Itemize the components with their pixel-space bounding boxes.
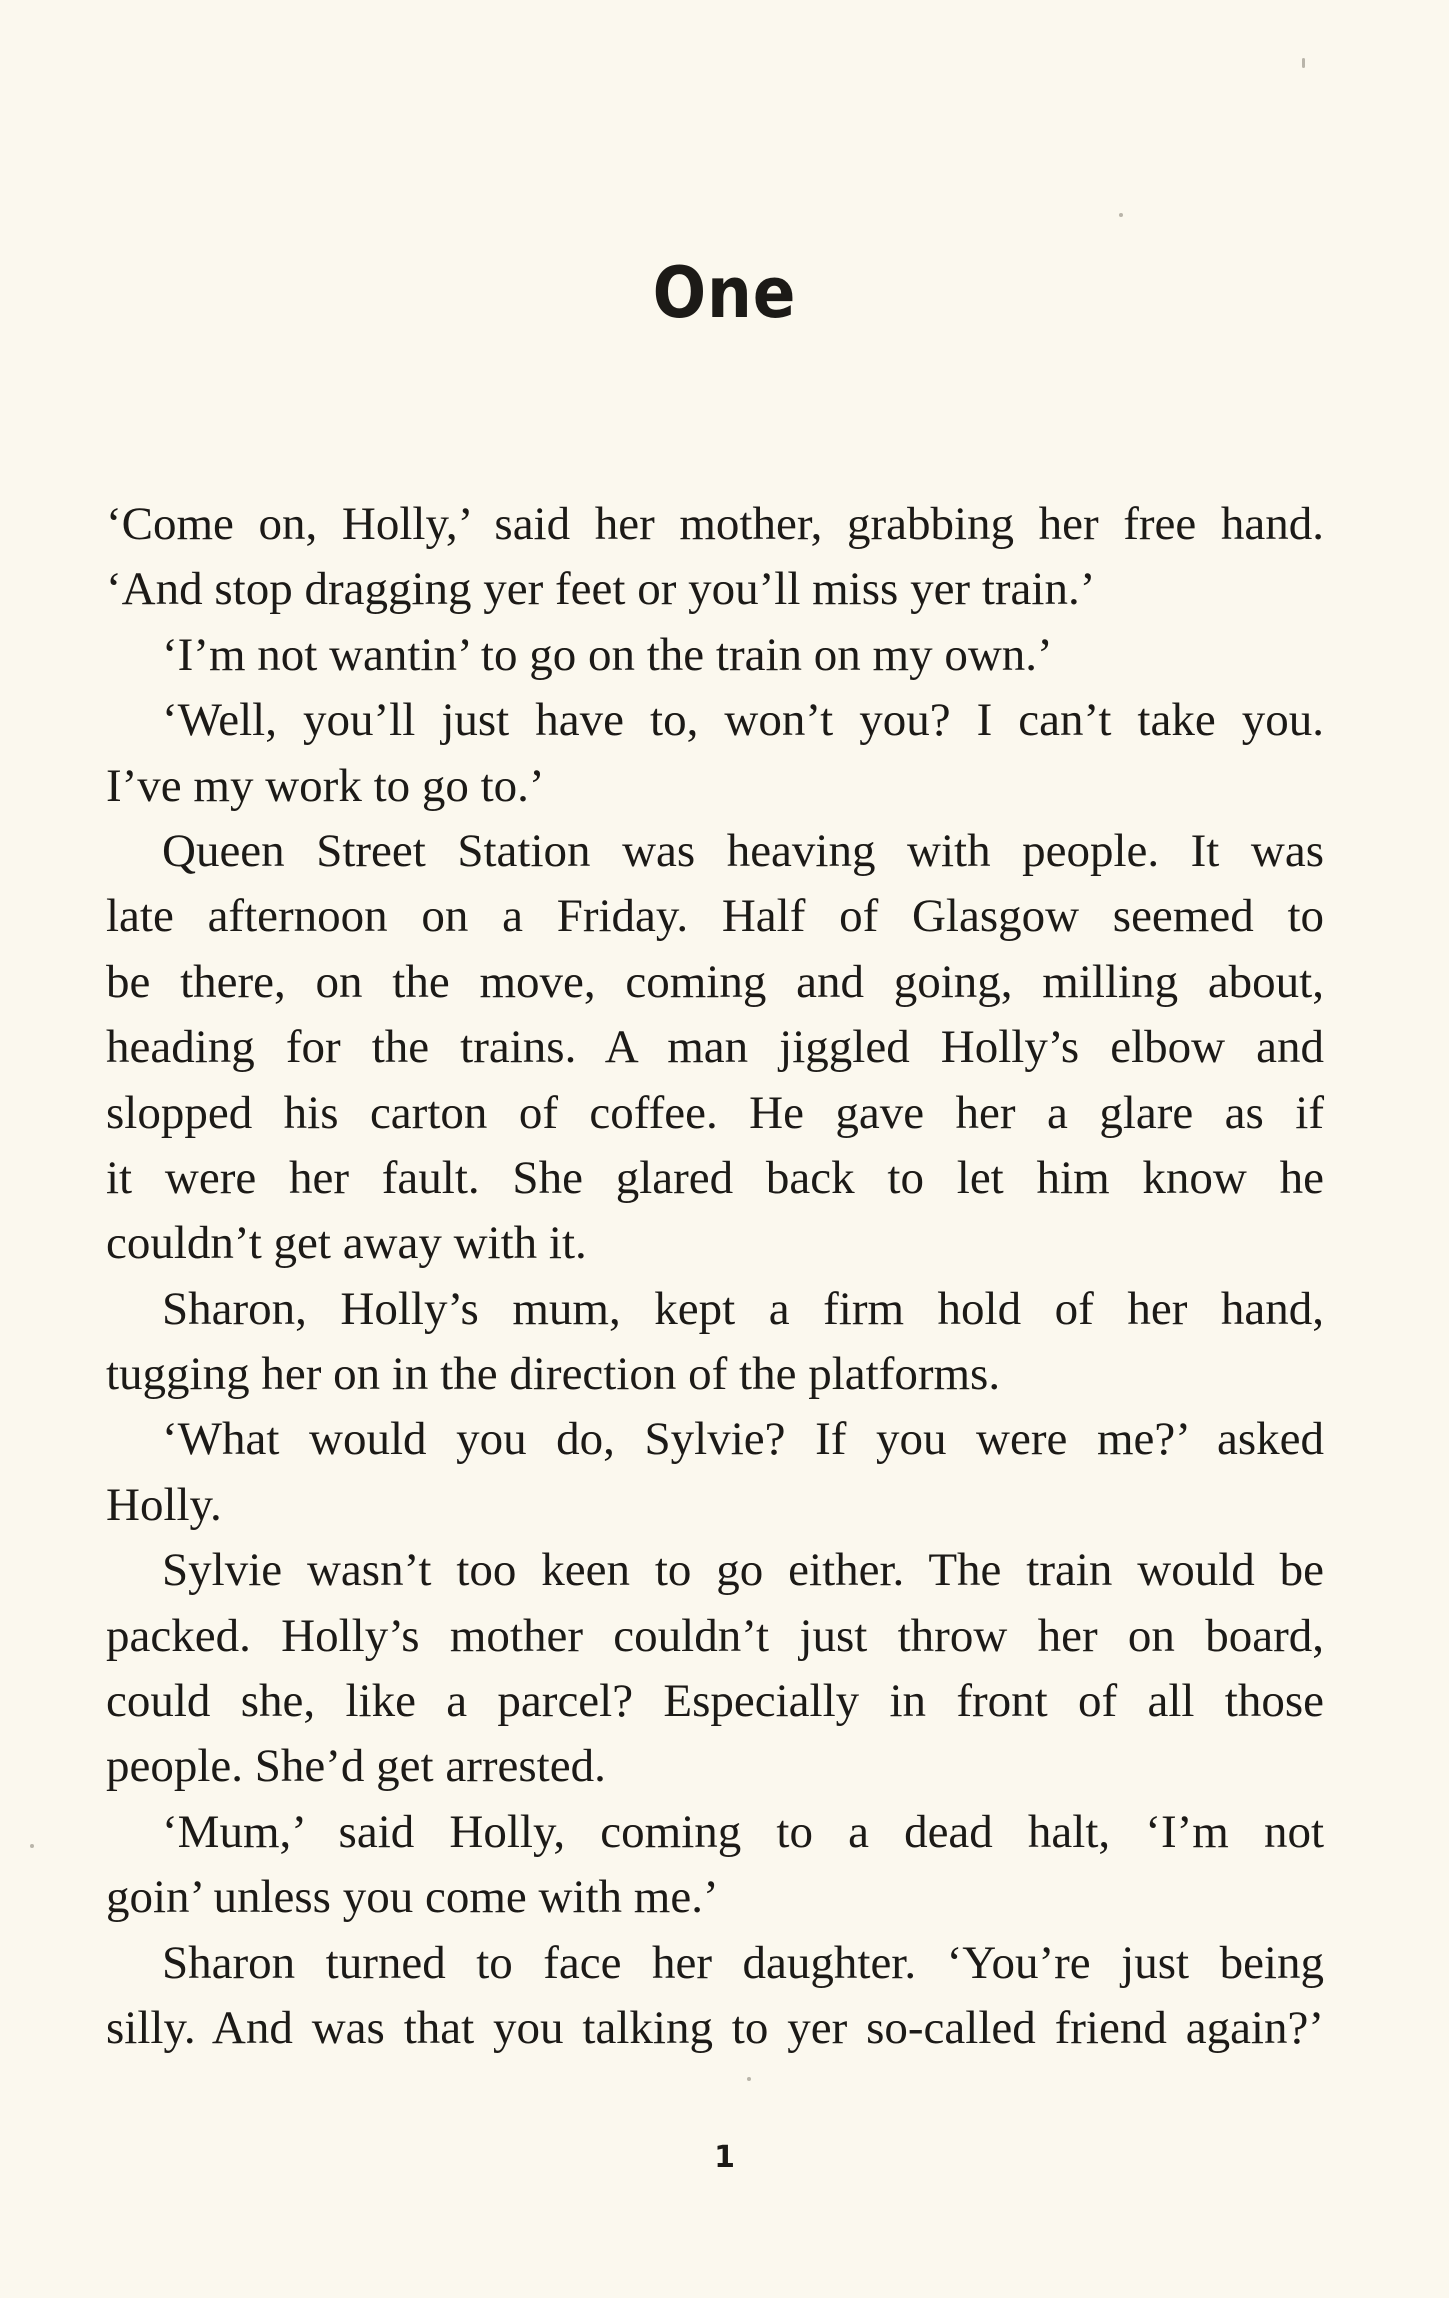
text-line: Holly. <box>106 1478 222 1531</box>
text-line: heading for the trains. A man jiggled Holly’s elbow and <box>106 1021 1324 1074</box>
paper-speck <box>1302 58 1305 68</box>
chapter-title: One <box>652 252 797 334</box>
text-line: I’ve my work to go to.’ <box>106 759 545 812</box>
paper-speck <box>747 2077 751 2081</box>
text-line: Sylvie wasn’t too keen to go either. The train would be <box>162 1544 1324 1597</box>
paper-speck <box>30 1844 34 1848</box>
text-line: Queen Street Station was heaving with people. It was <box>162 824 1324 877</box>
text-line: Sharon turned to face her daughter. ‘You’re just being <box>162 1936 1324 1989</box>
text-line: silly. And was that you talking to yer so-called friend again?’ <box>106 2001 1324 2054</box>
text-line: ‘And stop dragging yer feet or you’ll miss yer train.’ <box>106 563 1096 616</box>
text-line: it were her fault. She glared back to let him know he <box>106 1151 1324 1204</box>
body-text <box>106 492 1324 2061</box>
text-line: ‘Mum,’ said Holly, coming to a dead halt, ‘I’m not <box>162 1805 1324 1858</box>
text-line: people. She’d get arrested. <box>106 1740 606 1793</box>
text-line: packed. Holly’s mother couldn’t just throw her on board, <box>106 1609 1324 1662</box>
text-line: goin’ unless you come with me.’ <box>106 1871 719 1924</box>
text-line: couldn’t get away with it. <box>106 1217 587 1270</box>
text-line: could she, like a parcel? Especially in front of all those <box>106 1675 1324 1728</box>
text-line: ‘Come on, Holly,’ said her mother, grabbing her free hand. <box>106 498 1324 550</box>
text-line: Sharon, Holly’s mum, kept a firm hold of her hand, <box>162 1282 1324 1335</box>
text-line: tugging her on in the direction of the platforms. <box>106 1348 1001 1401</box>
text-line: ‘I’m not wantin’ to go on the train on my own.’ <box>162 628 1053 681</box>
text-line: slopped his carton of coffee. He gave her a glare as if <box>106 1086 1324 1139</box>
text-line: be there, on the move, coming and going, milling about, <box>106 955 1324 1008</box>
text-line: ‘What would you do, Sylvie? If you were me?’ asked <box>162 1413 1324 1466</box>
text-line: ‘Well, you’ll just have to, won’t you? I can’t take you. <box>162 694 1324 747</box>
text-line: late afternoon on a Friday. Half of Glasgow seemed to <box>106 890 1324 943</box>
page-number: 1 <box>714 2140 735 2175</box>
paper-speck <box>1119 213 1123 217</box>
